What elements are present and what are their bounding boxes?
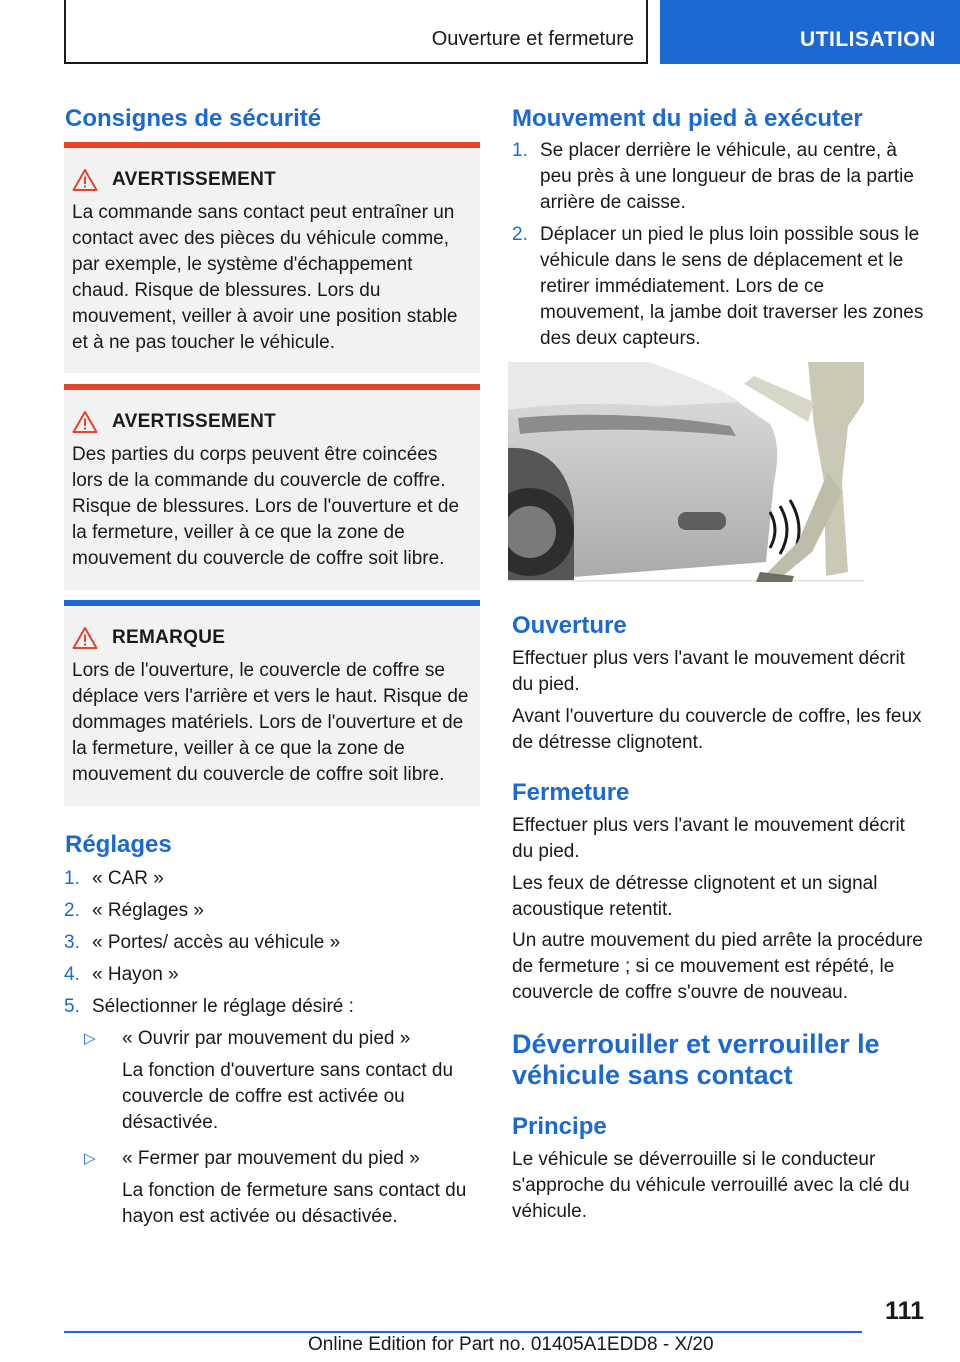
- list-item: [64, 898, 480, 924]
- warning-triangle-icon: [72, 410, 98, 434]
- option-label: « Fermer par mouvement du pied »: [122, 1148, 420, 1169]
- step-number: 1.: [512, 140, 528, 161]
- list-item: [64, 930, 480, 956]
- list-item: [64, 1146, 480, 1230]
- warning-bar: [64, 384, 480, 390]
- warning-triangle-icon: [72, 626, 98, 650]
- opening-text-2: Avant l'ouverture du couvercle de coffre, les feux de détresse clignotent.: [512, 706, 922, 753]
- chapter-tab: UTILISATION: [660, 0, 960, 64]
- step-text: Se placer derrière le véhicule, au centre, à peu près à une longueur de bras de la partie arrière de caisse.: [540, 140, 914, 213]
- step-number: 3.: [64, 932, 80, 953]
- header-section-box: [64, 0, 648, 64]
- warning-box-2: [64, 384, 480, 590]
- option-description: La fonction d'ouverture sans contact du couvercle de coffre est activée ou désactivée.: [122, 1060, 454, 1133]
- warning-bar: [64, 142, 480, 148]
- notice-text: Lors de l'ouverture, le couvercle de coffre se déplace vers l'arrière et vers le haut. Risque de dommages matériels. Lors de l'ouverture et de la fermeture, veiller à ce que la zone de mouvement du couvercle de coffre soit libre.: [72, 660, 469, 785]
- footer-divider: [64, 1331, 862, 1333]
- notice-bar: [64, 600, 480, 606]
- step-text: « Réglages »: [92, 900, 204, 921]
- step-text: Sélectionner le réglage désiré :: [92, 996, 354, 1017]
- foot-steps-list: [512, 138, 928, 352]
- step-text: « Portes/ accès au véhicule »: [92, 932, 341, 953]
- step-text: Déplacer un pied le plus loin possible sous le véhicule dans le sens de déplacement et le retirer immédiatement. Lors de ce mouvement, la jambe doit traverser les zones des deux capteurs.: [540, 224, 924, 349]
- foot-gesture-illustration: [508, 362, 864, 582]
- step-number: 1.: [64, 868, 80, 889]
- step-number: 4.: [64, 964, 80, 985]
- warning-text: La commande sans contact peut entraîner un contact avec des pièces du véhicule comme, par exemple, le système d'échappement chaud. Risque de blessures. Lors du mouvement, veiller à avoir une position stable et à ne pas toucher le véhicule.: [72, 202, 458, 353]
- step-number: 2.: [512, 224, 528, 245]
- list-item: [64, 1026, 480, 1136]
- list-item: [64, 994, 480, 1020]
- step-number: 2.: [64, 900, 80, 921]
- settings-heading: Réglages: [65, 831, 172, 858]
- step-number: 5.: [64, 996, 80, 1017]
- closing-text-1: Effectuer plus vers l'avant le mouvement décrit du pied.: [512, 815, 905, 862]
- warning-text: Des parties du corps peuvent être coincées lors de la commande du couvercle de coffre. Risque de blessures. Lors de l'ouverture et de la fermeture, veiller à ce que la zone de mouvement du couvercle de coffre soit libre.: [72, 444, 460, 569]
- closing-heading: Fermeture: [512, 779, 630, 806]
- page-number: 111: [885, 1297, 924, 1325]
- principle-heading: Principe: [512, 1113, 607, 1140]
- settings-options-list: [64, 1026, 480, 1230]
- opening-text-1: Effectuer plus vers l'avant le mouvement décrit du pied.: [512, 648, 905, 695]
- option-description: La fonction de fermeture sans contact du hayon est activée ou désactivée.: [122, 1180, 467, 1227]
- principle-text: Le véhicule se déverrouille si le conducteur s'approche du véhicule verrouillé avec la clé du véhicule.: [512, 1149, 910, 1222]
- opening-heading: Ouverture: [512, 612, 627, 639]
- notice-title: REMARQUE: [112, 627, 226, 648]
- option-label: « Ouvrir par mouvement du pied »: [122, 1028, 411, 1049]
- foot-movement-heading: Mouvement du pied à exécuter: [512, 105, 863, 132]
- list-item: [64, 866, 480, 892]
- warning-title: AVERTISSEMENT: [112, 169, 277, 190]
- section-title: Ouverture et fermeture: [431, 28, 634, 50]
- list-item: [512, 138, 928, 216]
- list-item: [512, 222, 928, 352]
- warning-box-1: [64, 142, 480, 373]
- warning-triangle-icon: [72, 168, 98, 192]
- settings-steps-list: [64, 866, 480, 1020]
- warning-title: AVERTISSEMENT: [112, 411, 277, 432]
- footer-edition: Online Edition for Part no. 01405A1EDD8 - X/20: [308, 1334, 714, 1355]
- list-item: [64, 962, 480, 988]
- bullet-triangle-icon: ▷: [84, 1150, 96, 1167]
- closing-text-3: Un autre mouvement du pied arrête la procédure de fermeture ; si ce mouvement est répété, le couvercle de coffre s'ouvre de nouveau.: [512, 930, 923, 1003]
- notice-box: [64, 600, 480, 806]
- closing-text-2: Les feux de détresse clignotent et un signal acoustique retentit.: [512, 873, 878, 920]
- unlock-lock-heading: Déverrouiller et verrouiller le véhicule sans contact: [512, 1029, 880, 1090]
- bullet-triangle-icon: ▷: [84, 1030, 96, 1047]
- step-text: « CAR »: [92, 868, 164, 889]
- safety-heading: Consignes de sécurité: [65, 105, 322, 132]
- step-text: « Hayon »: [92, 964, 179, 985]
